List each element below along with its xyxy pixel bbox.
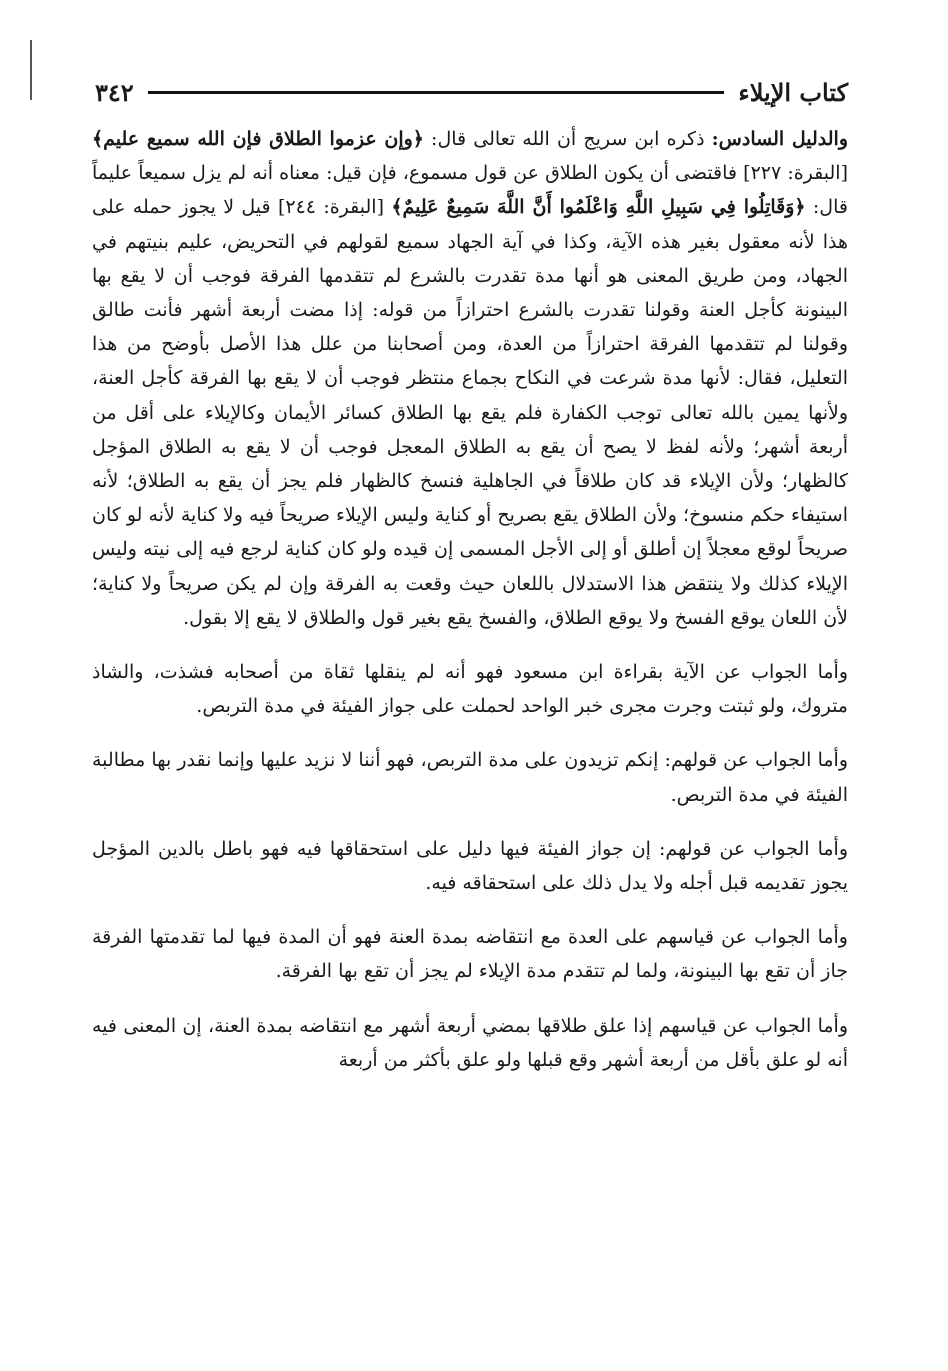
paragraph-text: ذكره ابن سريج أن الله تعالى قال: [423,128,712,150]
paragraph-answer-ibn-masud: وأما الجواب عن الآية بقراءة ابن مسعود فهو أنه لم ينقلها ثقاة من أصحابه فشذت، والشاذ متروك، ولو ثبتت وجرت مجرى خبر الواحد لحملت على جواز الفيئة في مدة التربص. [92,661,848,718]
header-rule [148,91,725,94]
paragraph-text: [البقرة: ٢٤٤] قيل لا يجوز حمله على هذا لأنه معقول بغير هذه الآية، وكذا في آية الجهاد سميع لقولهم في التحريض، عليم بنيتهم في الجهاد، ومن طريق المعنى هو أنها مدة تقدرت بالشرع لم تتقدمها الفرقة فوجب أن لا يقع بها البينونة كأجل العنة وقولنا تقدرت بالشرع احترازاً من قوله: إذا مضت أربعة أشهر فأنت طالق وقولنا لم تتقدمها الفرقة احترازاً من العدة، ومن أصحابنا من علل هذا الأصل بأوضح من هذا التعليل، فقال: لأنها مدة شرعت في النكاح بجماع منتظر فوجب أن لا يقع بها الفرقة كأجل العنة، ولأنها يمين بالله تعالى توجب الكفارة فلم يقع بها الطلاق كسائر الأيمان وكالإيلاء على أقل من أربعة أشهر؛ ولأنه لفظ لا يصح أن يقع به الطلاق المعجل فوجب أن لا يقع به الطلاق المؤجل كالظهار؛ ولأن الإيلاء قد كان طلاقاً في الجاهلية فنسخ كالظهار فلم يجز أن يقع به الطلاق؛ لأنه استيفاء حكم منسوخ؛ ولأن الطلاق يقع بصريح أو كناية وليس الإيلاء صريحاً فيه ولا كناية لأنه لو كان صريحاً لوقع معجلاً إن أطلق أو إلى الأجل المسمى إن قيده ولو كان كناية لرجع فيه إلى نيته وليس الإيلاء كذلك ولا ينتقض هذا الاستدلال باللعان حيث وقعت به الفرقة وإن لم يكن صريحاً ولا كناية؛ لأن اللعان يوقع الفسخ ولا يوقع الطلاق، والفسخ يقع بغير قول والطلاق لا يقع إلا بقول. [92,196,848,629]
paragraph-sixth-evidence [92,122,848,635]
quran-verse: ﴿وإن عزموا الطلاق فإن الله سميع عليم﴾ [92,128,424,150]
paragraph-text: [البقرة: ٢٢٧] فاقتضى أن يكون الطلاق عن قول مسموع، فإن قيل: معناه أنه لم يزل سميعاً عليماً قال: [92,162,848,219]
paragraph-answer-iddah: وأما الجواب عن قياسهم على العدة مع انتقاضه بمدة العنة فهو أن المدة فيها لما تقدمتها الفرقة جاز أن تقع بها البينونة، ولما لم تتقدم مدة الإيلاء لم يجز أن تقع بها الفرقة. [92,926,848,983]
book-title: كتاب الإيلاء [738,77,848,107]
running-header [95,72,848,112]
quran-verse: ﴿وَقَاتِلُوا فِي سَبِيلِ اللَّهِ وَاعْلَمُوا أَنَّ اللَّهَ سَمِيعٌ عَلِيمٌ﴾ [391,196,806,219]
paragraph-answer-four-months: وأما الجواب عن قياسهم إذا علق طلاقها بمضي أربعة أشهر مع انتقاضه بمدة العنة، إن المعنى فيه أنه لو علق بأقل من أربعة أشهر وقع قبلها ولو علق بأكثر من أربعة [92,1014,848,1071]
paragraph-answer-waiting-period: وأما الجواب عن قولهم: إنكم تزيدون على مدة التربص، فهو أننا لا نزيد عليها وإنما نقدر بها مطالبة الفيئة في مدة التربص. [92,749,848,806]
body-text [92,122,848,1077]
page-number: ٣٤٢ [95,77,134,107]
paragraph-answer-fayah: وأما الجواب عن قولهم: إن جواز الفيئة فيها دليل على استحقاقها فيه فهو باطل بالدين المؤجل يجوز تقديمه قبل أجله ولا يدل ذلك على استحقاقه فيه. [92,837,848,895]
paragraph-lead: والدليل السادس: [711,128,848,150]
binding-edge [30,40,32,100]
